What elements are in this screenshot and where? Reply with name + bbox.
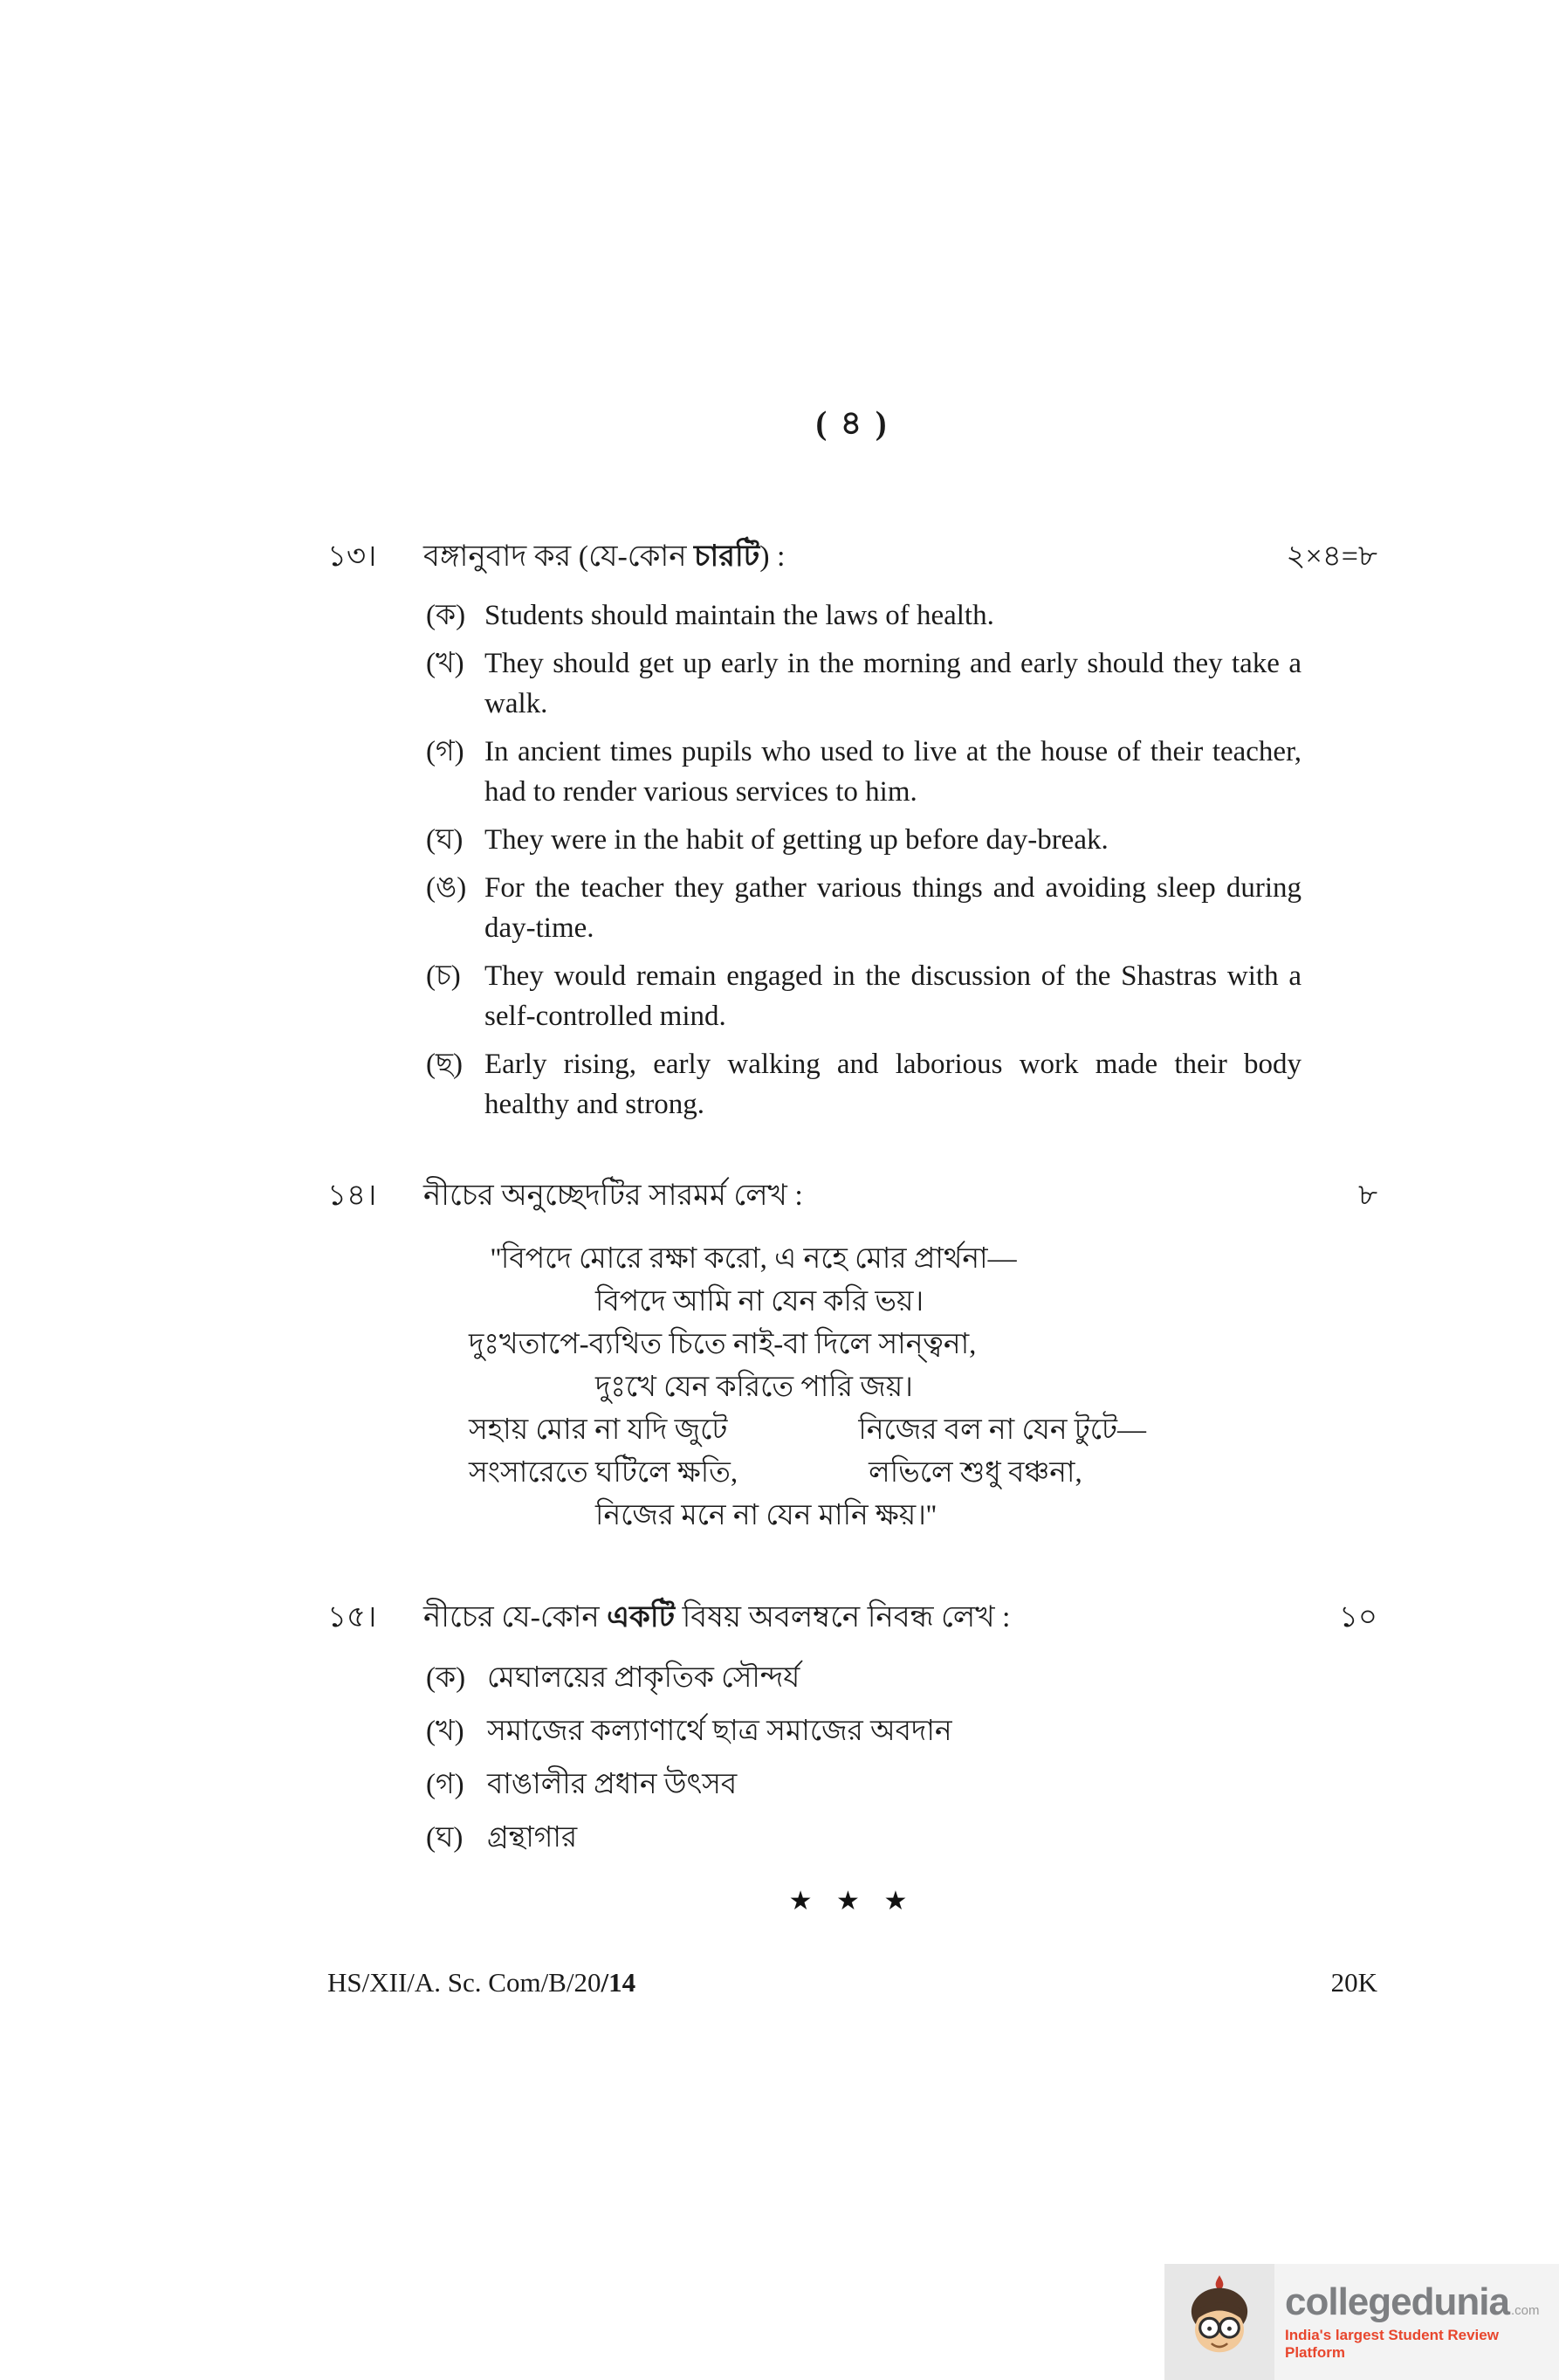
item-text: বাঙালীর প্রধান উৎসব	[487, 1769, 738, 1800]
paper-code	[327, 1967, 635, 1998]
translation-item	[426, 595, 1301, 636]
item-text: In ancient times pupils who used to live at the house of their teacher, had to render various services to him.	[484, 736, 1301, 808]
item-text: They were in the habit of getting up before day-break.	[484, 824, 1109, 856]
item-label: (ক)	[426, 1662, 466, 1694]
page-number: ( ৪ )	[815, 405, 889, 442]
question-15-number: ১৫।	[327, 1601, 377, 1634]
question-14-header	[327, 1175, 1377, 1217]
question-13-header	[327, 536, 1377, 578]
question-13-number: ১৩।	[327, 540, 377, 573]
poem-passage	[469, 1238, 1377, 1537]
brand-tagline: India's largest Student Review Platform	[1285, 2326, 1499, 2361]
mascot-icon	[1164, 2264, 1274, 2380]
poem-line: ''বিপদে মোরে রক্ষা করো, এ নহে মোর প্রার্থনা—	[491, 1243, 1017, 1275]
translation-item	[426, 643, 1301, 724]
translation-item	[426, 868, 1301, 948]
question-14-marks: ৮	[1357, 1180, 1377, 1212]
logo-text-block	[1274, 2282, 1559, 2361]
poem-line: দুঃখে যেন করিতে পারি জয়।	[595, 1372, 913, 1403]
paper-code-bold: /14	[601, 1967, 636, 1998]
poem-line-left: সহায় মোর না যদি জুটে	[469, 1414, 728, 1446]
poem-line: বিপদে আমি না যেন করি ভয়।	[595, 1286, 924, 1317]
poem-line-left: সংসারেতে ঘটিলে ক্ষতি,	[469, 1457, 738, 1489]
item-text: They would remain engaged in the discussion of the Shastras with a self-controlled mind.	[484, 960, 1301, 1032]
poem-line-right: নিজের বল না যেন টুটে—	[858, 1414, 1147, 1446]
question-15-marks: ১০	[1338, 1601, 1377, 1634]
item-text: Early rising, early walking and laborious work made their body healthy and strong.	[484, 1049, 1301, 1120]
item-text: For the teacher they gather various things and avoiding sleep during day-time.	[484, 872, 1301, 944]
question-13-items	[426, 595, 1377, 1125]
question-15-text-post: বিষয় অবলম্বনে নিবন্ধ লেখ :	[675, 1601, 1011, 1634]
poem-line	[469, 1409, 1377, 1452]
page-footer	[327, 1967, 1377, 1998]
paper-code-text: HS/XII/A. Sc. Com/B/20	[327, 1967, 601, 1998]
translation-item	[426, 956, 1301, 1036]
question-13-text-bold: চারটি	[694, 540, 760, 573]
brand-domain: .com	[1510, 2302, 1540, 2318]
translation-item	[426, 732, 1301, 812]
item-label: (ঘ)	[426, 824, 464, 856]
question-13	[327, 536, 1377, 1125]
end-of-paper-stars: ★ ★ ★	[788, 1887, 917, 1916]
question-15	[327, 1597, 1377, 1858]
question-15-text	[423, 1597, 1339, 1639]
essay-topic-item	[426, 1711, 1377, 1751]
translation-item	[426, 1044, 1301, 1125]
essay-topic-item	[426, 1818, 1377, 1858]
print-count: 20K	[1330, 1967, 1377, 1998]
item-label: (ঘ)	[426, 1822, 464, 1854]
translation-item	[426, 820, 1301, 860]
item-label: (ক)	[426, 600, 466, 631]
item-label: (গ)	[426, 736, 464, 767]
question-14	[327, 1175, 1377, 1537]
question-15-text-bold: একটি	[607, 1601, 676, 1634]
item-text: They should get up early in the morning and early should they take a walk.	[484, 648, 1301, 719]
poem-line-right: লভিলে শুধু বঞ্চনা,	[869, 1457, 1082, 1489]
question-13-text	[423, 536, 1286, 578]
question-14-text: নীচের অনুচ্ছেদটির সারমর্ম লেখ :	[423, 1180, 803, 1212]
mascot-face-icon	[1174, 2273, 1265, 2371]
poem-line: নিজের মনে না যেন মানি ক্ষয়।''	[595, 1500, 937, 1531]
item-text: মেঘালয়ের প্রাকৃতিক সৌন্দর্য	[487, 1662, 800, 1694]
item-label: (খ)	[426, 1716, 464, 1747]
poem-line: দুঃখতাপে-ব্যথিত চিতে নাই-বা দিলে সান্ত্বনা,	[469, 1329, 977, 1360]
item-label: (ঙ)	[426, 872, 467, 904]
item-text: গ্রন্থাগার	[487, 1822, 578, 1854]
essay-topic-item	[426, 1658, 1377, 1698]
question-15-header	[327, 1597, 1377, 1639]
question-13-text-post: ) :	[759, 540, 786, 573]
question-15-text-pre: নীচের যে-কোন	[423, 1601, 608, 1634]
collegedunia-logo	[1164, 2264, 1559, 2380]
question-15-items	[426, 1658, 1377, 1858]
brand-row	[1285, 2282, 1559, 2322]
item-text: Students should maintain the laws of health.	[484, 600, 994, 631]
item-label: (ছ)	[426, 1049, 463, 1080]
question-13-text-pre: বঙ্গানুবাদ কর (যে-কোন	[423, 540, 695, 573]
question-13-marks: ২×৪=৮	[1286, 540, 1377, 573]
item-label: (চ)	[426, 960, 461, 992]
poem-line	[469, 1452, 1377, 1495]
brand-name: collegedunia	[1285, 2280, 1509, 2324]
item-label: (খ)	[426, 648, 464, 679]
question-14-number: ১৪।	[327, 1180, 377, 1212]
essay-topic-item	[426, 1764, 1377, 1805]
item-text: সমাজের কল্যাণার্থে ছাত্র সমাজের অবদান	[487, 1716, 952, 1747]
item-label: (গ)	[426, 1769, 464, 1800]
